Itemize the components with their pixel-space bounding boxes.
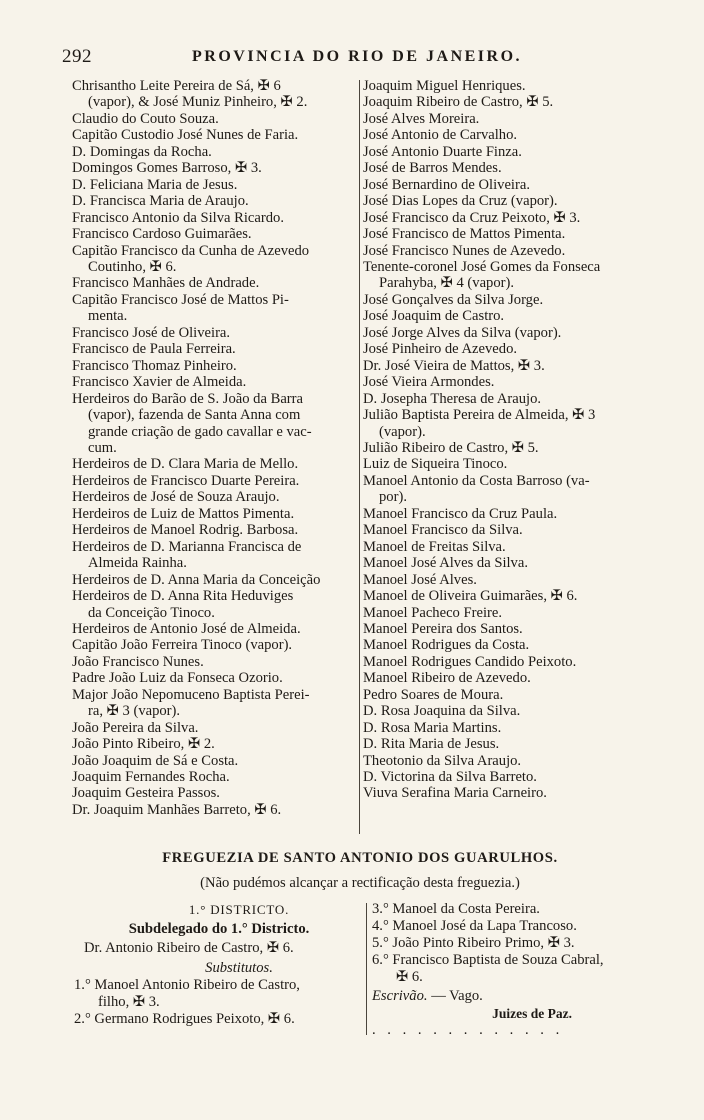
entry-line: D. Josepha Theresa de Araujo.	[363, 390, 542, 407]
entry-line: D. Victorina da Silva Barreto.	[363, 769, 537, 786]
entry-line: D. Rosa Maria Martins.	[363, 719, 502, 736]
page-header	[62, 46, 592, 72]
list-entry	[363, 193, 664, 209]
entry-line: Luiz de Siqueira Tinoco.	[363, 456, 508, 473]
entry-line: Herdeiros do Barão de S. João da Barra	[72, 390, 303, 407]
entry-line: Theotonio da Silva Araujo.	[363, 752, 522, 769]
entry-line: 6.° Francisco Baptista de Souza Cabral,	[372, 952, 604, 968]
entry-line: Manoel José Alves da Silva.	[363, 555, 528, 572]
lower-column-divider	[366, 903, 367, 1035]
list-entry	[363, 456, 664, 472]
entry-line: menta.	[88, 308, 128, 325]
list-entry	[363, 78, 664, 94]
entry-line: Manoel Pacheco Freire.	[363, 604, 502, 621]
entry-line: Herdeiros de D. Marianna Francisca de	[72, 538, 302, 555]
list-entry	[72, 210, 358, 226]
dot-leader: . . . . . . . . . . . . .	[372, 1022, 564, 1038]
column-divider	[359, 80, 360, 834]
list-entry	[363, 473, 664, 506]
list-entry	[363, 785, 664, 801]
substitutos-heading: Substitutos.	[205, 960, 273, 976]
list-entry	[363, 572, 664, 588]
list-entry	[72, 193, 358, 209]
list-entry	[72, 785, 358, 801]
lower-left-column	[74, 901, 364, 1028]
entry-line: Francisco de Paula Ferreira.	[72, 341, 236, 358]
entry-line: por).	[379, 489, 407, 506]
entry-line: Capitão João Ferreira Tinoco (vapor).	[72, 637, 293, 654]
subdelegado-heading: Subdelegado do 1.° Districto.	[128, 921, 310, 937]
entry-line: José Gonçalves da Silva Jorge.	[363, 291, 544, 308]
entry-line: D. Rosa Joaquina da Silva.	[363, 703, 521, 720]
list-entry	[72, 489, 358, 505]
list-entry	[363, 325, 664, 341]
escrivao-label: Escrivão.	[372, 988, 428, 1004]
list-entry	[363, 670, 664, 686]
list-entry	[363, 358, 664, 374]
list-entry	[363, 259, 664, 292]
entry-line: Parahyba, ✠ 4 (vapor).	[379, 275, 515, 292]
entry-line: Capitão Francisco José de Mattos Pi-	[72, 291, 289, 308]
entry-line: José Bernardino de Oliveira.	[363, 176, 530, 193]
list-entry	[363, 555, 664, 571]
substitutos-list-left	[74, 977, 364, 1028]
list-entry	[72, 358, 358, 374]
entry-line: Francisco Manhães de Andrade.	[72, 275, 260, 292]
entry-line: D. Francisca Maria de Araujo.	[72, 193, 249, 210]
entry-line: Almeida Rainha.	[88, 555, 187, 572]
entry-line: João Pereira da Silva.	[72, 719, 199, 736]
entry-line: filho, ✠ 3.	[98, 994, 160, 1010]
entry-line: José Vieira Armondes.	[363, 374, 495, 391]
entry-line: Herdeiros de D. Anna Rita Heduviges	[72, 588, 294, 605]
list-entry	[363, 391, 664, 407]
list-entry	[363, 374, 664, 390]
list-entry	[363, 160, 664, 176]
entry-line: Francisco José de Oliveira.	[72, 324, 231, 341]
entry-line: Dr. Joaquim Manhães Barreto, ✠ 6.	[72, 801, 282, 818]
entry-line: Manoel José Alves.	[363, 571, 477, 588]
list-entry	[72, 539, 358, 572]
list-entry	[72, 226, 358, 242]
entry-line: 1.° Manoel Antonio Ribeiro de Castro,	[74, 977, 300, 993]
list-entry	[72, 506, 358, 522]
escrivao-value: — Vago.	[431, 988, 483, 1004]
list-entry	[72, 292, 358, 325]
list-entry	[72, 111, 358, 127]
list-entry	[363, 769, 664, 785]
list-entry	[72, 720, 358, 736]
entry-line: Francisco Xavier de Almeida.	[72, 374, 247, 391]
list-entry	[363, 144, 664, 160]
list-entry	[363, 687, 664, 703]
list-entry	[72, 275, 358, 291]
entry-line: (vapor), fazenda de Santa Anna com	[88, 407, 301, 424]
list-entry	[363, 127, 664, 143]
entry-line: D. Feliciana Maria de Jesus.	[72, 176, 238, 193]
entry-line: Joaquim Miguel Henriques.	[363, 78, 526, 94]
juizes-heading: Juizes de Paz.	[492, 1006, 572, 1021]
entry-line: Domingos Gomes Barroso, ✠ 3.	[72, 160, 262, 177]
entry-line: Herdeiros de D. Anna Maria da Conceição	[72, 571, 321, 588]
entry-line: grande criação de gado cavallar e vac-	[88, 423, 312, 440]
list-entry	[363, 111, 664, 127]
list-entry	[363, 753, 664, 769]
entry-line: João Joaquim de Sá e Costa.	[72, 752, 239, 769]
list-entry	[72, 374, 358, 390]
entry-line: Manoel Rodrigues da Costa.	[363, 637, 530, 654]
entry-line: D. Rita Maria de Jesus.	[363, 736, 500, 753]
entry-line: D. Domingas da Rocha.	[72, 143, 212, 160]
entry-line: (vapor), & José Muniz Pinheiro, ✠ 2.	[88, 94, 308, 111]
entry-line: Manoel Francisco da Silva.	[363, 522, 523, 539]
list-entry	[363, 621, 664, 637]
lower-right-column	[372, 901, 672, 1039]
list-entry	[363, 703, 664, 719]
entry-line: Herdeiros de Luiz de Mattos Pimenta.	[72, 505, 295, 522]
entry-line: Manoel de Freitas Silva.	[363, 538, 506, 555]
list-entry	[72, 588, 358, 621]
list-entry	[72, 127, 358, 143]
entry-line: Herdeiros de Francisco Duarte Pereira.	[72, 472, 300, 489]
substituto-entry	[372, 935, 672, 952]
list-entry	[363, 226, 664, 242]
entry-line: ra, ✠ 3 (vapor).	[88, 703, 181, 720]
list-entry	[72, 687, 358, 720]
list-entry	[363, 506, 664, 522]
entry-line: José Jorge Alves da Silva (vapor).	[363, 324, 562, 341]
list-entry	[72, 391, 358, 457]
entry-line: Herdeiros de Manoel Rodrig. Barbosa.	[72, 522, 299, 539]
list-entry	[72, 243, 358, 276]
substituto-entry	[74, 977, 364, 1011]
list-entry	[72, 522, 358, 538]
list-entry	[363, 177, 664, 193]
entry-line: Manoel Francisco da Cruz Paula.	[363, 505, 558, 522]
entry-line: Joaquim Ribeiro de Castro, ✠ 5.	[363, 94, 554, 111]
list-entry	[72, 621, 358, 637]
list-entry	[363, 588, 664, 604]
list-entry	[72, 341, 358, 357]
entry-line: 2.° Germano Rodrigues Peixoto, ✠ 6.	[74, 1011, 295, 1027]
section-title: FREGUEZIA DE SANTO ANTONIO DOS GUARULHOS.	[162, 850, 558, 866]
substituto-entry	[372, 901, 672, 918]
left-column	[72, 78, 358, 818]
list-entry	[72, 473, 358, 489]
list-entry	[363, 637, 664, 653]
entry-line: Manoel Ribeiro de Azevedo.	[363, 670, 531, 687]
entry-line: Francisco Antonio da Silva Ricardo.	[72, 209, 284, 226]
escrivao-line	[372, 988, 672, 1005]
list-entry	[72, 144, 358, 160]
substitutos-list-right	[372, 901, 672, 986]
entry-line: Major João Nepomuceno Baptista Perei-	[72, 686, 310, 703]
list-entry	[72, 654, 358, 670]
entry-line: Manoel Rodrigues Candido Peixoto.	[363, 653, 577, 670]
right-column	[363, 78, 664, 802]
entry-line: Manoel Antonio da Costa Barroso (va-	[363, 472, 590, 489]
entry-line: José Antonio de Carvalho.	[363, 127, 518, 144]
entry-line: José Francisco de Mattos Pimenta.	[363, 226, 566, 243]
entry-line: José de Barros Mendes.	[363, 160, 502, 177]
entry-line: Chrisantho Leite Pereira de Sá, ✠ 6	[72, 78, 281, 94]
entry-line: Julião Ribeiro de Castro, ✠ 5.	[363, 439, 539, 456]
entry-line: Joaquim Fernandes Rocha.	[72, 769, 230, 786]
page-number: 292	[62, 46, 92, 67]
entry-line: João Francisco Nunes.	[72, 653, 204, 670]
list-entry	[363, 736, 664, 752]
district-heading: 1.° DISTRICTO.	[188, 902, 290, 917]
list-entry	[363, 605, 664, 621]
entry-line: José Francisco da Cruz Peixoto, ✠ 3.	[363, 209, 581, 226]
entry-line: Pedro Soares de Moura.	[363, 686, 504, 703]
list-entry	[72, 325, 358, 341]
list-entry	[363, 407, 664, 440]
entry-line: Manoel Pereira dos Santos.	[363, 620, 523, 637]
entry-line: ✠ 6.	[396, 969, 423, 985]
entry-line: Tenente-coronel José Gomes da Fonseca	[363, 258, 601, 275]
entry-line: José Alves Moreira.	[363, 110, 480, 127]
entry-line: Capitão Custodio José Nunes de Faria.	[72, 127, 299, 144]
entry-line: Claudio do Couto Souza.	[72, 110, 219, 127]
list-entry	[363, 720, 664, 736]
list-entry	[72, 637, 358, 653]
entry-line: (vapor).	[379, 423, 426, 440]
list-entry	[72, 572, 358, 588]
list-entry	[363, 440, 664, 456]
entry-line: Francisco Cardoso Guimarães.	[72, 226, 252, 243]
entry-line: Herdeiros de Antonio José de Almeida.	[72, 620, 301, 637]
list-entry	[363, 94, 664, 110]
entry-line: Padre João Luiz da Fonseca Ozorio.	[72, 670, 283, 687]
list-entry	[363, 522, 664, 538]
entry-line: 5.° João Pinto Ribeiro Primo, ✠ 3.	[372, 935, 575, 951]
entry-line: João Pinto Ribeiro, ✠ 2.	[72, 736, 215, 753]
list-entry	[72, 753, 358, 769]
section-note: (Não pudémos alcançar a rectificação desta freguezia.)	[200, 875, 520, 891]
subdelegado-name: Dr. Antonio Ribeiro de Castro, ✠ 6.	[84, 940, 294, 956]
entry-line: Herdeiros de José de Souza Araujo.	[72, 489, 280, 506]
entry-line: Herdeiros de D. Clara Maria de Mello.	[72, 456, 299, 473]
entry-line: cum.	[88, 439, 117, 456]
entry-line: 3.° Manoel da Costa Pereira.	[372, 901, 540, 917]
entry-line: Capitão Francisco da Cunha de Azevedo	[72, 242, 310, 259]
list-entry	[363, 243, 664, 259]
list-entry	[363, 308, 664, 324]
list-entry	[363, 341, 664, 357]
list-entry	[363, 654, 664, 670]
substituto-entry	[372, 952, 672, 986]
list-entry	[72, 456, 358, 472]
entry-line: José Dias Lopes da Cruz (vapor).	[363, 193, 558, 210]
entry-line: José Antonio Duarte Finza.	[363, 143, 522, 160]
entry-line: José Joaquim de Castro.	[363, 308, 505, 325]
entry-line: José Pinheiro de Azevedo.	[363, 341, 518, 358]
list-entry	[72, 177, 358, 193]
entry-line: Joaquim Gesteira Passos.	[72, 785, 220, 802]
list-entry	[72, 78, 358, 111]
entry-line: Viuva Serafina Maria Carneiro.	[363, 785, 547, 802]
entry-line: Julião Baptista Pereira de Almeida, ✠ 3	[363, 407, 596, 424]
list-entry	[72, 769, 358, 785]
list-entry	[363, 292, 664, 308]
list-entry	[72, 736, 358, 752]
entry-line: Francisco Thomaz Pinheiro.	[72, 357, 237, 374]
list-entry	[363, 539, 664, 555]
substituto-entry	[74, 1011, 364, 1028]
entry-line: Manoel de Oliveira Guimarães, ✠ 6.	[363, 588, 578, 605]
entry-line: 4.° Manoel José da Lapa Trancoso.	[372, 918, 577, 934]
list-entry	[72, 160, 358, 176]
list-entry	[72, 802, 358, 818]
running-title: PROVINCIA DO RIO DE JANEIRO.	[192, 48, 523, 65]
list-entry	[72, 670, 358, 686]
entry-line: José Francisco Nunes de Azevedo.	[363, 242, 566, 259]
list-entry	[363, 210, 664, 226]
entry-line: Dr. José Vieira de Mattos, ✠ 3.	[363, 357, 545, 374]
entry-line: Coutinho, ✠ 6.	[88, 258, 177, 275]
entry-line: da Conceição Tinoco.	[88, 604, 215, 621]
substituto-entry	[372, 918, 672, 935]
